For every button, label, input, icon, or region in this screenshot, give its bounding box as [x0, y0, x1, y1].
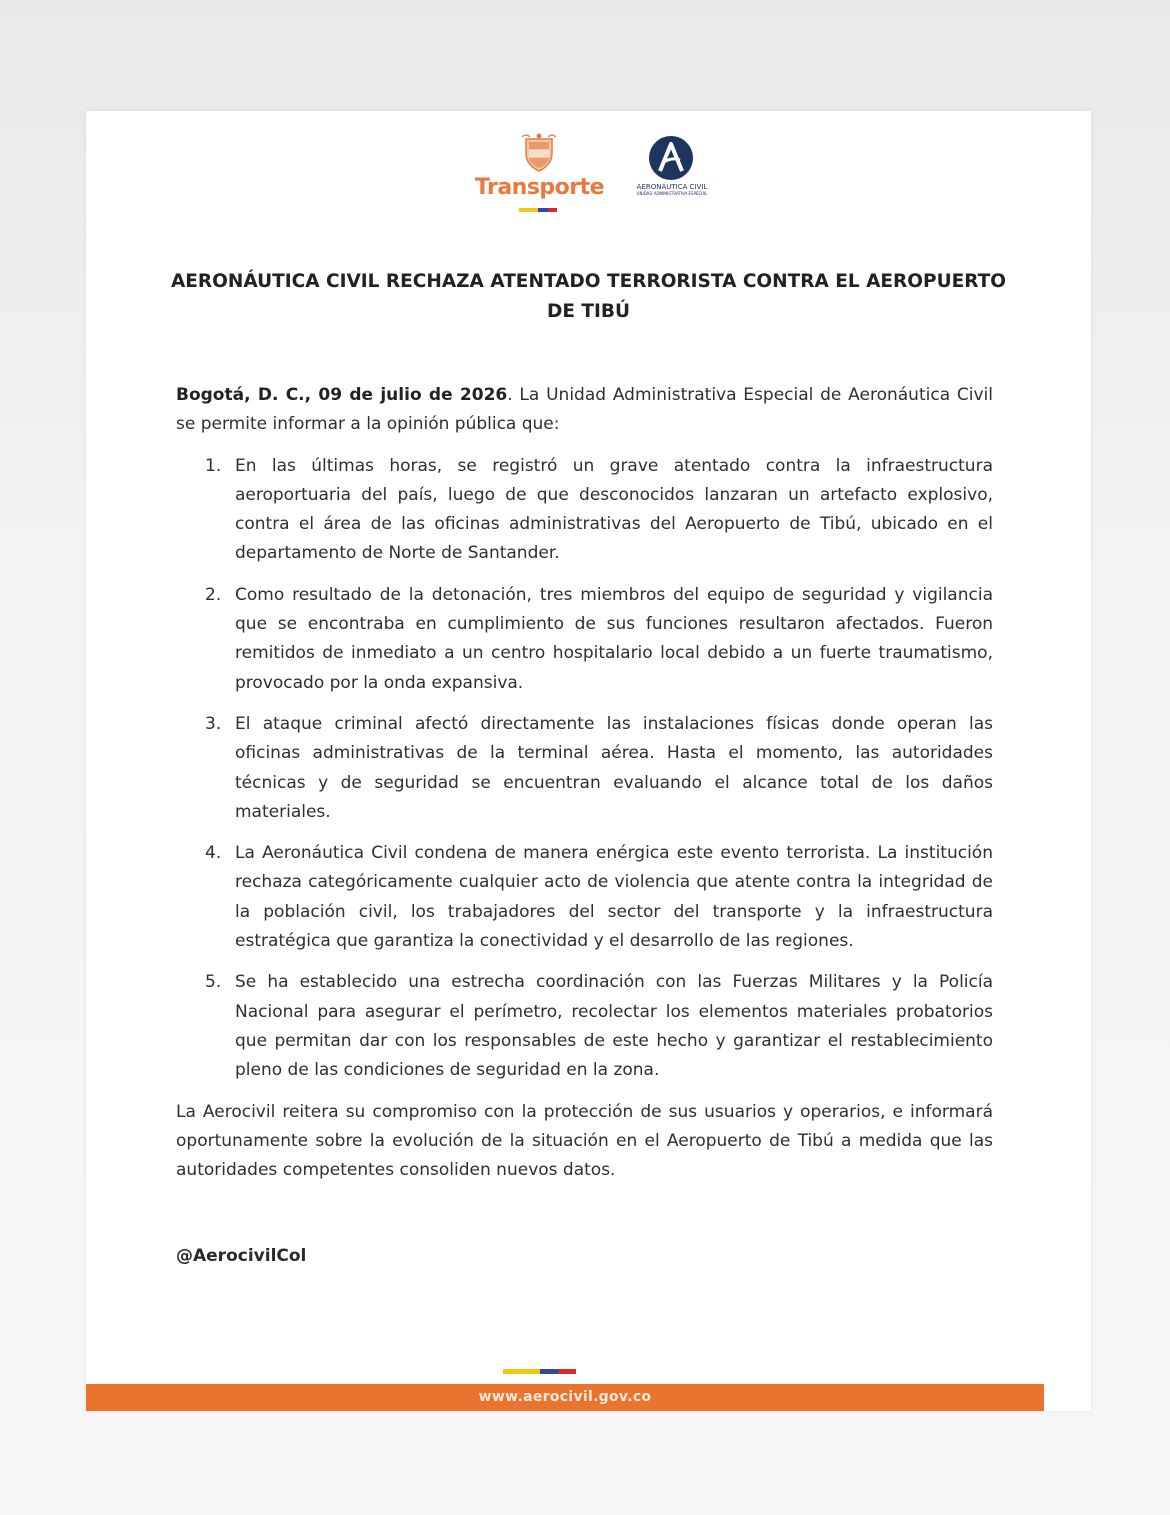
- header-logos: [86, 133, 1091, 223]
- dateline: Bogotá, D. C., 09 de julio de 2026: [176, 385, 508, 405]
- aerocivil-logo: [624, 133, 720, 218]
- footer-url[interactable]: www.aerocivil.gov.co: [478, 1389, 652, 1405]
- list-item: [205, 710, 993, 827]
- list-item: [205, 581, 993, 698]
- list-item-text: Se ha establecido una estrecha coordinación con las Fuerzas Militares y la Policía Nacional para asegurar el perímetro, recolectar los elementos materiales probatorios que permitan dar con los responsables de este hecho y garantizar el restablecimiento pleno de las condiciones de seguridad en la zona.: [235, 972, 993, 1081]
- coat-of-arms-icon: [520, 133, 558, 173]
- document-page: [86, 111, 1091, 1411]
- list-number: 5.: [205, 972, 222, 993]
- aerocivil-a-icon: [648, 135, 694, 181]
- list-item-text: Como resultado de la detonación, tres miembros del equipo de seguridad y vigilancia que se encontraba en cumplimiento de sus funciones resultaron afectados. Fueron remitidos de inmediato a un centro hospitalario local debido a un fuerte traumatismo, provocado por la onda expansiva.: [235, 584, 993, 693]
- list-number: 4.: [205, 843, 222, 864]
- list-number: 1.: [205, 455, 222, 476]
- intro-paragraph: [176, 381, 993, 440]
- list-item: [205, 452, 993, 569]
- footer-url-bar: [86, 1384, 1044, 1411]
- aerocivil-label: AERONÁUTICA CIVIL: [636, 183, 708, 191]
- document-body: [176, 381, 993, 1185]
- transporte-logo: [472, 133, 607, 218]
- intro-text: . La Unidad Administrativa Especial de Aeronáutica Civil se permite informar a la opinión pública que:: [176, 385, 993, 435]
- flag-stripe-footer: [503, 1369, 576, 1374]
- social-handle: @AerocivilCol: [176, 1246, 307, 1266]
- flag-stripe-small: [519, 208, 557, 212]
- closing-paragraph: La Aerocivil reitera su compromiso con la protección de sus usuarios y operarios, e informará oportunamente sobre la evolución de la situación en el Aeropuerto de Tibú a medida que las autoridades competentes consoliden nuevos datos.: [176, 1101, 993, 1181]
- list-item: [205, 839, 993, 956]
- list-item-text: En las últimas horas, se registró un grave atentado contra la infraestructura aeroportuaria del país, luego de que desconocidos lanzaran un artefacto explosivo, contra el área de las oficinas administrativas del Aeropuerto de Tibú, ubicado en el departamento de Norte de Santander.: [235, 455, 993, 564]
- list-item-text: El ataque criminal afectó directamente las instalaciones físicas donde operan las oficinas administrativas de la terminal aérea. Hasta el momento, las autoridades técnicas y de seguridad se encuentran evaluando el alcance total de los daños materiales.: [235, 713, 993, 822]
- numbered-list: [176, 452, 993, 1086]
- list-number: 2.: [205, 584, 222, 605]
- list-number: 3.: [205, 713, 222, 734]
- document-title: AERONÁUTICA CIVIL RECHAZA ATENTADO TERRORISTA CONTRA EL AEROPUERTO DE TIBÚ: [170, 271, 1007, 322]
- transporte-wordmark: Transporte: [474, 175, 605, 200]
- list-item: [205, 968, 993, 1085]
- aerocivil-sublabel: UNIDAD ADMINISTRATIVA ESPECIAL: [636, 191, 708, 196]
- list-item-text: La Aeronáutica Civil condena de manera enérgica este evento terrorista. La institución rechaza categóricamente cualquier acto de violencia que atente contra la integridad de la población civil, los trabajadores del sector del transporte y la infraestructura estratégica que garantiza la conectividad y el desarrollo de las regiones.: [235, 843, 993, 952]
